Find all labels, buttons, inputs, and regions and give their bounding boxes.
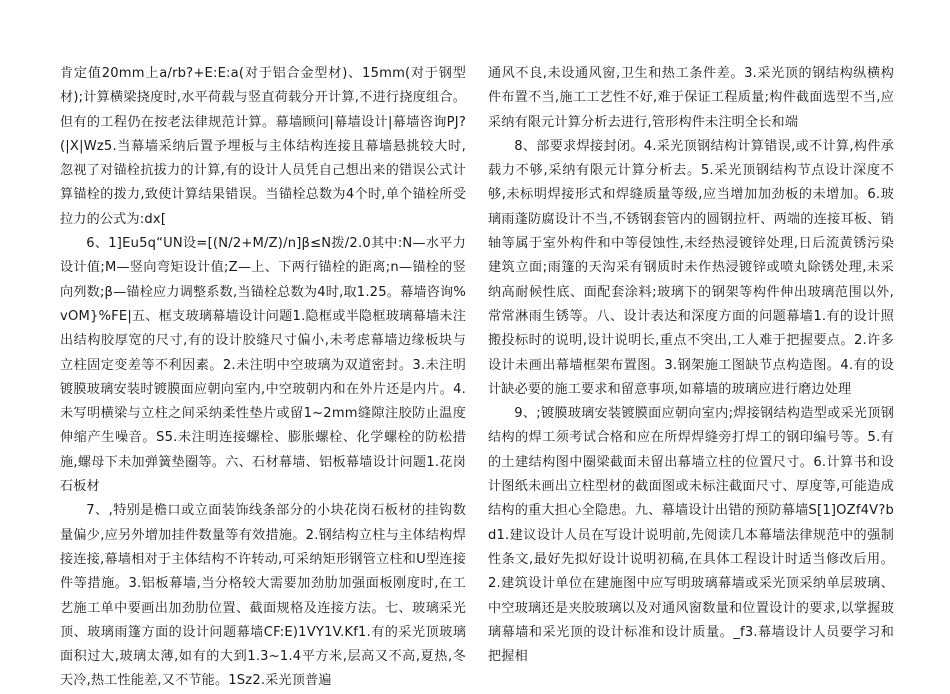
left-column — [60, 62, 466, 694]
paragraph-right-1: 通风不良,未设通风窗,卫生和热工条件差。3.采光顶的钢结构纵横构件布置不当,施工工艺性不好,难于保证工程质量;构件截面选型不当,应采纳有限元计算分析去进行,管形构件未注明全长和端 — [488, 66, 894, 130]
paragraph-left-1: 肯定值20mm上a/rb?+E:E:a(对于铝合金型材)、15mm(对于钢型材);计算横梁挠度时,水平荷载与竖直荷载分开计算,不进行挠度组合。但有的工程仍在按老法律规范计算。幕墙顾问|幕墙设计|幕墙咨询PJ?(|X|Wz5.当幕墙采纳后置予埋板与主体结构连接且幕墙悬挑较大时,忽视了对锚栓抗拔力的计算,有的设计人员凭自己想出来的错误公式计算锚栓的拨力,致使计算结果错误。当锚栓总数为4个时,单个锚栓所受拉力的公式为:dx[ — [60, 66, 466, 227]
paragraph-right-3: 9、;镀膜玻璃安装镀膜面应朝向室内;焊接钢结构造型或采光顶钢结构的焊工须考试合格和应在所焊焊缝旁打焊工的钢印编号等。5.有的土建结构图中圈梁截面未留出幕墙立柱的位置尺寸。6.计算书和设计图纸未画出立柱型材的截面图或未标注截面尺寸、厚度等,可能造成结构的重大担心全隐患。九、幕墙设计出错的预防幕墙S[1]OZf4V?bd1.建议设计人员在写设计说明前,先阅读几本幕墙法律规范中的强制性条文,最好先拟好设计说明初稿,在具体工程设计时适当修改后用。2.建筑设计单位在建施图中应写明玻璃幕墙或采光顶采纳单层玻璃、中空玻璃还是夹胶玻璃以及对通风窗数量和位置设计的要求,以掌握玻璃幕墙和采光顶的设计标准和设计质量。_f3.幕墙设计人员要学习和把握相 — [488, 406, 894, 665]
paragraph-left-2: 6、1]Eu5q“UN设=[(N/2+M/Z)/n]β≤N拨/2.0其中:N—水平力设计值;M—竖向弯矩设计值;Z—上、下两行锚栓的距离;n—锚栓的竖向列数;β—锚栓应力调整系数,当锚栓总数为4时,取1.25。幕墙咨询%vOM}%FE|五、框支玻璃幕墙设计问题1.隐框或半隐框玻璃幕墙未注出结构胶厚宽的尺寸,有的设计胶缝尺寸偏小,未考虑幕墙边缘板块与立柱固定变差等不利因素。2.未注明中空玻璃为双道密封。3.未注明镀膜玻璃安装时镀膜面应朝向室内,中空玻朝内和在外片还是内片。4.未写明横梁与立柱之间采纳柔性垫片或留1~2mm缝隙注胶防止温度伸缩产生噪音。S5.未注明连接螺栓、膨胀螺栓、化学螺栓的防松措施,螺母下未加弹簧垫圈等。六、石材幕墙、铝板幕墙设计问题1.花岗石板材 — [60, 236, 466, 495]
right-column — [488, 62, 894, 669]
paragraph-right-2: 8、部要求焊接封闭。4.采光顶钢结构计算错误,或不计算,构件承载力不够,采纳有限元计算分析去。5.采光顶钢结构节点设计深度不够,未标明焊接形式和焊缝质量等级,应当增加加劲板的未增加。6.玻璃雨蓬防腐设计不当,不锈钢套管内的圆钢拉杆、两端的连接耳板、销轴等属于室外构件和中等侵蚀性,未经热浸镀锌处理,日后流黄锈污染建筑立面;雨篷的天沟采有钢质时未作热浸镀锌或喷丸除锈处理,未采纳高耐候性底、面配套涂料;玻璃下的钢架等构件伸出玻璃范围以外,常常淋雨生锈等。八、设计表达和深度方面的问题幕墙1.有的设计照搬投标时的说明,设计说明长,重点不突出,工人难于把握要点。2.许多设计未画出幕墙框架布置图。3.钢架施工图缺节点构造图。4.有的设计缺必要的施工要求和留意事项,如幕墙的玻璃应进行磨边处理 — [488, 138, 894, 397]
paragraph-left-3: 7、,特别是檐口或立面装饰线条部分的小块花岗石板材的挂钩数量偏少,应另外增加挂件数量等有效措施。2.钢结构立柱与主体结构焊接连接,幕墙相对于主体结构不许转动,可采纳矩形钢管立柱和U型连接件等措施。3.铝板幕墙,当分格较大需要加劲肋加强面板刚度时,在工艺施工单中要画出加劲肋位置、截面规格及连接方法。七、玻璃采光顶、玻璃雨篷方面的设计问题幕墙CF:E)1VY1V.Kf1.有的采光顶玻璃面积过大,玻璃太薄,如有的大到1.3~1.4平方米,层高又不高,夏热,冬天冷,热工性能差,又不节能。1Sz2.采光顶普遍 — [60, 503, 466, 689]
